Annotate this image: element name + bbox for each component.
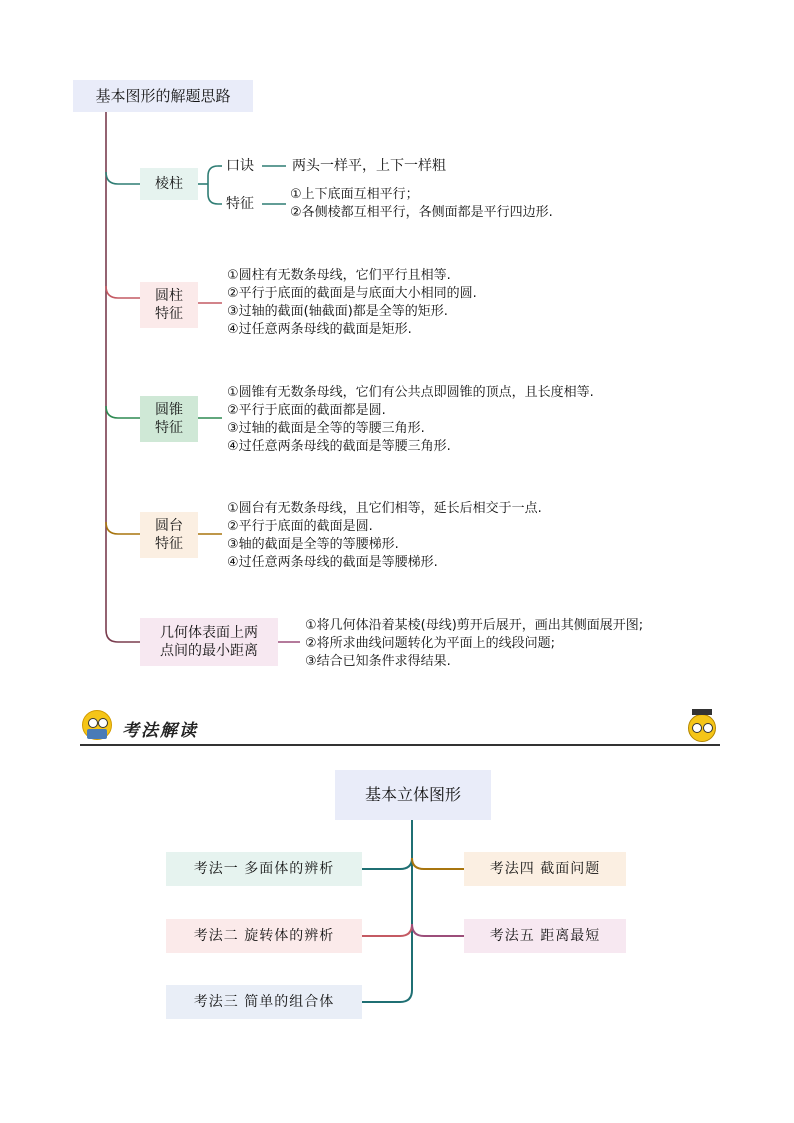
section-divider [80, 744, 720, 746]
prism-feature-1: ①上下底面互相平行； [290, 187, 419, 202]
method-4: 考法四 截面问题 [464, 852, 626, 886]
prism-feature-label: 特征 [226, 196, 254, 212]
cone-feature-2: ②平行于底面的截面都是圆. [227, 403, 386, 418]
frustum-feature-2: ②平行于底面的截面是圆. [227, 519, 373, 534]
method-3: 考法三 简单的组合体 [166, 985, 362, 1019]
section-title: 考法解读 [122, 721, 198, 741]
section-header [80, 708, 720, 748]
distance-step-3: ③结合已知条件求得结果. [305, 654, 451, 669]
cylinder-feature-2: ②平行于底面的截面是与底面大小相同的圆. [227, 286, 477, 301]
prism-node: 棱柱 [140, 168, 198, 200]
frustum-feature-1: ①圆台有无数条母线，且它们相等，延长后相交于一点. [227, 501, 542, 516]
prism-mnemonic-text: 两头一样平，上下一样粗 [292, 158, 446, 174]
distance-node: 几何体表面上两 点间的最小距离 [140, 618, 278, 666]
cylinder-feature-3: ③过轴的截面(轴截面)都是全等的矩形. [227, 304, 448, 319]
cylinder-feature-4: ④过任意两条母线的截面是矩形. [227, 322, 412, 337]
distance-step-2: ②将所求曲线问题转化为平面上的线段问题; [305, 636, 556, 651]
methods-root: 基本立体图形 [335, 770, 491, 820]
cylinder-feature-1: ①圆柱有无数条母线，它们平行且相等. [227, 268, 451, 283]
cone-feature-1: ①圆锥有无数条母线，它们有公共点即圆锥的顶点，且长度相等. [227, 385, 594, 400]
method-5: 考法五 距离最短 [464, 919, 626, 953]
cylinder-node: 圆柱 特征 [140, 282, 198, 328]
distance-step-1: ①将几何体沿着某棱(母线)剪开后展开，画出其侧面展开图; [305, 618, 644, 633]
method-1: 考法一 多面体的辨析 [166, 852, 362, 886]
mindmap-root: 基本图形的解题思路 [73, 80, 253, 112]
prism-feature-2: ②各侧棱都互相平行，各侧面都是平行四边形. [290, 205, 553, 220]
frustum-node: 圆台 特征 [140, 512, 198, 558]
smiley-reading-icon [82, 710, 112, 740]
cone-feature-3: ③过轴的截面是全等的等腰三角形. [227, 421, 425, 436]
graduate-owl-icon [688, 714, 716, 742]
prism-mnemonic-label: 口诀 [226, 158, 254, 174]
cone-feature-4: ④过任意两条母线的截面是等腰三角形. [227, 439, 451, 454]
cone-node: 圆锥 特征 [140, 396, 198, 442]
frustum-feature-3: ③轴的截面是全等的等腰梯形. [227, 537, 399, 552]
method-2: 考法二 旋转体的辨析 [166, 919, 362, 953]
frustum-feature-4: ④过任意两条母线的截面是等腰梯形. [227, 555, 438, 570]
